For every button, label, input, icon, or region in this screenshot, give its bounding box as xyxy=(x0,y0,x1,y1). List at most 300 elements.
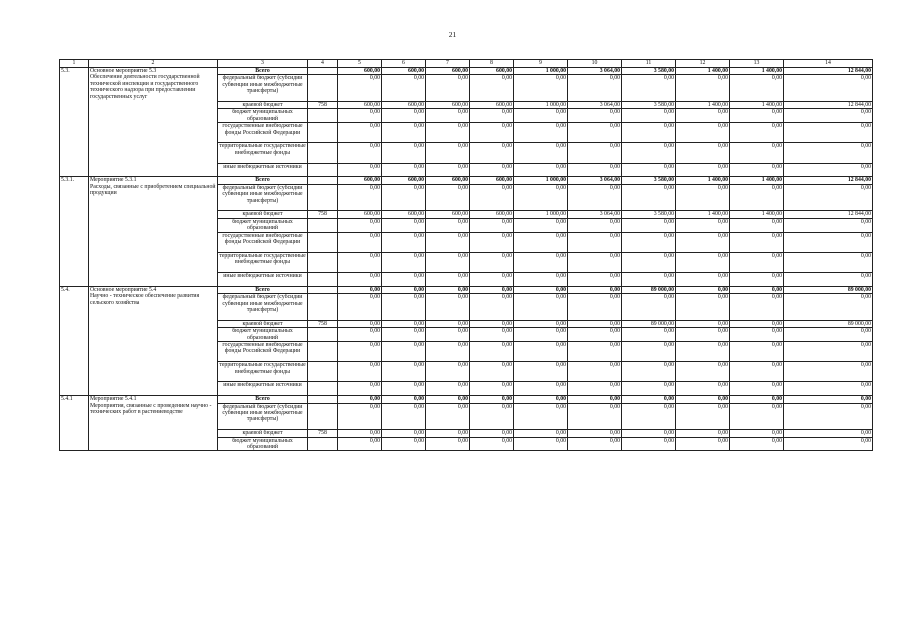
amount-cell: 0,00 xyxy=(382,163,426,177)
amount-cell: 0,00 xyxy=(730,328,784,342)
amount-cell: 3 064,00 xyxy=(568,177,622,184)
amount-cell: 0,00 xyxy=(730,75,784,102)
amount-cell: 0,00 xyxy=(568,382,622,396)
amount-cell: 0,00 xyxy=(676,396,730,403)
amount-cell: 0,00 xyxy=(514,163,568,177)
amount-cell: 0,00 xyxy=(622,437,676,451)
amount-cell: 0,00 xyxy=(784,143,873,163)
funding-source: федеральный бюджет (субсидии субвенции иные межбюджетные трансферты) xyxy=(218,294,308,321)
amount-cell: 0,00 xyxy=(568,362,622,382)
amount-cell: 0,00 xyxy=(784,328,873,342)
grbs-code xyxy=(308,252,338,272)
amount-cell: 12 844,00 xyxy=(784,68,873,75)
amount-cell: 0,00 xyxy=(470,286,514,293)
amount-cell: 0,00 xyxy=(470,396,514,403)
funding-source: бюджет муниципальных образований xyxy=(218,437,308,451)
amount-cell: 0,00 xyxy=(568,218,622,232)
amount-cell: 600,00 xyxy=(382,102,426,109)
grbs-code xyxy=(308,218,338,232)
amount-cell: 0,00 xyxy=(568,163,622,177)
amount-cell: 0,00 xyxy=(338,320,382,327)
amount-cell: 0,00 xyxy=(568,75,622,102)
grbs-code xyxy=(308,286,338,293)
amount-cell: 0,00 xyxy=(338,123,382,143)
amount-cell: 0,00 xyxy=(514,382,568,396)
item-name-cell xyxy=(89,68,218,177)
amount-cell: 0,00 xyxy=(730,396,784,403)
grbs-code xyxy=(308,163,338,177)
grbs-code xyxy=(308,143,338,163)
amount-cell: 0,00 xyxy=(426,272,470,286)
amount-cell: 0,00 xyxy=(514,437,568,451)
amount-cell: 0,00 xyxy=(470,328,514,342)
funding-source: Всего xyxy=(218,396,308,403)
amount-cell: 0,00 xyxy=(622,163,676,177)
amount-cell: 89 000,00 xyxy=(784,320,873,327)
amount-cell: 0,00 xyxy=(622,403,676,430)
amount-cell: 0,00 xyxy=(622,109,676,123)
amount-cell: 600,00 xyxy=(470,177,514,184)
column-number: 5 xyxy=(338,60,382,68)
amount-cell: 0,00 xyxy=(382,294,426,321)
amount-cell: 0,00 xyxy=(470,320,514,327)
amount-cell: 0,00 xyxy=(514,143,568,163)
amount-cell: 0,00 xyxy=(426,403,470,430)
amount-cell: 600,00 xyxy=(338,211,382,218)
amount-cell: 0,00 xyxy=(676,109,730,123)
amount-cell: 0,00 xyxy=(382,123,426,143)
amount-cell: 3 580,00 xyxy=(622,102,676,109)
amount-cell: 0,00 xyxy=(338,342,382,362)
amount-cell: 0,00 xyxy=(622,184,676,211)
amount-cell: 0,00 xyxy=(382,109,426,123)
amount-cell: 0,00 xyxy=(426,286,470,293)
amount-cell: 0,00 xyxy=(426,396,470,403)
amount-cell: 0,00 xyxy=(470,294,514,321)
amount-cell: 600,00 xyxy=(338,68,382,75)
grbs-code xyxy=(308,123,338,143)
amount-cell: 0,00 xyxy=(338,75,382,102)
amount-cell: 0,00 xyxy=(568,430,622,437)
amount-cell: 0,00 xyxy=(676,320,730,327)
amount-cell: 0,00 xyxy=(622,218,676,232)
amount-cell: 0,00 xyxy=(338,163,382,177)
amount-cell: 0,00 xyxy=(676,382,730,396)
amount-cell: 0,00 xyxy=(338,328,382,342)
amount-cell: 0,00 xyxy=(730,342,784,362)
item-title: Мероприятие 5.4.1 xyxy=(90,396,137,403)
amount-cell: 0,00 xyxy=(676,294,730,321)
budget-row-total xyxy=(60,286,873,293)
amount-cell: 0,00 xyxy=(382,272,426,286)
amount-cell: 3 064,00 xyxy=(568,211,622,218)
item-title: Мероприятие 5.3.1 xyxy=(90,177,137,184)
funding-source: территориальные государственные внебюджетные фонды xyxy=(218,252,308,272)
amount-cell: 0,00 xyxy=(676,403,730,430)
amount-cell: 0,00 xyxy=(338,218,382,232)
amount-cell: 0,00 xyxy=(338,252,382,272)
amount-cell: 600,00 xyxy=(382,68,426,75)
amount-cell: 0,00 xyxy=(676,163,730,177)
grbs-code: 758 xyxy=(308,320,338,327)
amount-cell: 0,00 xyxy=(568,320,622,327)
amount-cell: 0,00 xyxy=(426,430,470,437)
amount-cell: 0,00 xyxy=(426,382,470,396)
amount-cell: 89 000,00 xyxy=(622,286,676,293)
amount-cell: 0,00 xyxy=(470,184,514,211)
amount-cell: 0,00 xyxy=(514,294,568,321)
amount-cell: 0,00 xyxy=(784,396,873,403)
amount-cell: 0,00 xyxy=(676,123,730,143)
amount-cell: 0,00 xyxy=(338,403,382,430)
amount-cell: 0,00 xyxy=(338,109,382,123)
grbs-code xyxy=(308,75,338,102)
amount-cell: 0,00 xyxy=(514,123,568,143)
amount-cell: 0,00 xyxy=(676,252,730,272)
amount-cell: 0,00 xyxy=(382,403,426,430)
amount-cell: 0,00 xyxy=(568,123,622,143)
amount-cell: 0,00 xyxy=(676,437,730,451)
amount-cell: 0,00 xyxy=(470,109,514,123)
amount-cell: 0,00 xyxy=(730,272,784,286)
amount-cell: 0,00 xyxy=(470,403,514,430)
amount-cell: 0,00 xyxy=(382,218,426,232)
funding-source: федеральный бюджет (субсидии субвенции иные межбюджетные трансферты) xyxy=(218,75,308,102)
amount-cell: 0,00 xyxy=(784,342,873,362)
amount-cell: 0,00 xyxy=(784,362,873,382)
item-description: Мероприятия, связанные с проведением научно - технических работ в растениеводстве xyxy=(90,402,212,415)
item-description: Научно - техническое обеспечение развития сельского хозяйства xyxy=(90,293,200,306)
amount-cell: 0,00 xyxy=(338,286,382,293)
amount-cell: 0,00 xyxy=(514,403,568,430)
amount-cell: 1 000,00 xyxy=(514,211,568,218)
page-number: 21 xyxy=(448,30,457,39)
amount-cell: 0,00 xyxy=(784,430,873,437)
amount-cell: 0,00 xyxy=(382,286,426,293)
amount-cell: 0,00 xyxy=(676,272,730,286)
amount-cell: 600,00 xyxy=(338,177,382,184)
amount-cell: 0,00 xyxy=(338,396,382,403)
amount-cell: 0,00 xyxy=(622,342,676,362)
amount-cell: 0,00 xyxy=(730,382,784,396)
grbs-code xyxy=(308,362,338,382)
amount-cell: 0,00 xyxy=(426,320,470,327)
amount-cell: 0,00 xyxy=(382,382,426,396)
amount-cell: 600,00 xyxy=(382,177,426,184)
grbs-code xyxy=(308,328,338,342)
amount-cell: 0,00 xyxy=(676,430,730,437)
funding-source: территориальные государственные внебюджетные фонды xyxy=(218,362,308,382)
amount-cell: 0,00 xyxy=(784,163,873,177)
column-number: 10 xyxy=(568,60,622,68)
amount-cell: 0,00 xyxy=(382,232,426,252)
amount-cell: 0,00 xyxy=(730,143,784,163)
grbs-code xyxy=(308,232,338,252)
amount-cell: 0,00 xyxy=(426,328,470,342)
amount-cell: 0,00 xyxy=(470,362,514,382)
amount-cell: 0,00 xyxy=(676,75,730,102)
amount-cell: 0,00 xyxy=(382,437,426,451)
amount-cell: 0,00 xyxy=(676,184,730,211)
column-number: 1 xyxy=(60,60,89,68)
funding-source: бюджет муниципальных образований xyxy=(218,328,308,342)
amount-cell: 0,00 xyxy=(784,294,873,321)
amount-cell: 0,00 xyxy=(338,362,382,382)
amount-cell: 0,00 xyxy=(730,109,784,123)
funding-source: иные внебюджетные источники xyxy=(218,272,308,286)
budget-row-total xyxy=(60,396,873,403)
amount-cell: 0,00 xyxy=(676,362,730,382)
amount-cell: 0,00 xyxy=(676,286,730,293)
amount-cell: 1 400,00 xyxy=(676,211,730,218)
amount-cell: 0,00 xyxy=(382,143,426,163)
amount-cell: 0,00 xyxy=(382,342,426,362)
amount-cell: 0,00 xyxy=(514,362,568,382)
amount-cell: 0,00 xyxy=(426,362,470,382)
amount-cell: 0,00 xyxy=(514,342,568,362)
amount-cell: 12 844,00 xyxy=(784,177,873,184)
column-number: 13 xyxy=(730,60,784,68)
funding-source: федеральный бюджет (субсидии субвенции иные межбюджетные трансферты) xyxy=(218,184,308,211)
amount-cell: 0,00 xyxy=(470,75,514,102)
item-description: Обеспечение деятельности государственной технической инспекции и государственного технического надзора при предоставлении государственных услуг xyxy=(90,74,200,100)
amount-cell: 0,00 xyxy=(470,252,514,272)
amount-cell: 0,00 xyxy=(784,252,873,272)
amount-cell: 89 000,00 xyxy=(784,286,873,293)
amount-cell: 3 064,00 xyxy=(568,68,622,75)
amount-cell: 0,00 xyxy=(676,232,730,252)
amount-cell: 1 400,00 xyxy=(676,68,730,75)
amount-cell: 0,00 xyxy=(426,143,470,163)
amount-cell: 0,00 xyxy=(338,232,382,252)
amount-cell: 0,00 xyxy=(784,272,873,286)
amount-cell: 1 000,00 xyxy=(514,68,568,75)
amount-cell: 0,00 xyxy=(470,218,514,232)
amount-cell: 0,00 xyxy=(676,342,730,362)
item-description: Расходы, связанные с приобретением специальной продукции xyxy=(90,183,216,197)
column-number: 9 xyxy=(514,60,568,68)
amount-cell: 0,00 xyxy=(382,328,426,342)
amount-cell: 0,00 xyxy=(784,232,873,252)
amount-cell: 0,00 xyxy=(470,272,514,286)
item-name-cell xyxy=(89,286,218,395)
amount-cell: 0,00 xyxy=(470,143,514,163)
amount-cell: 0,00 xyxy=(784,75,873,102)
amount-cell: 0,00 xyxy=(470,342,514,362)
grbs-code xyxy=(308,272,338,286)
amount-cell: 1 400,00 xyxy=(730,102,784,109)
amount-cell: 0,00 xyxy=(622,294,676,321)
column-number-header xyxy=(60,60,873,68)
amount-cell: 0,00 xyxy=(514,75,568,102)
item-title: Основное мероприятие 5.4 xyxy=(90,286,157,293)
column-number: 11 xyxy=(622,60,676,68)
amount-cell: 0,00 xyxy=(426,218,470,232)
amount-cell: 0,00 xyxy=(568,403,622,430)
amount-cell: 0,00 xyxy=(622,123,676,143)
amount-cell: 0,00 xyxy=(426,184,470,211)
amount-cell: 0,00 xyxy=(568,143,622,163)
amount-cell: 0,00 xyxy=(568,294,622,321)
amount-cell: 0,00 xyxy=(338,430,382,437)
funding-source: Всего xyxy=(218,68,308,75)
column-number: 12 xyxy=(676,60,730,68)
amount-cell: 1 400,00 xyxy=(730,211,784,218)
amount-cell: 600,00 xyxy=(426,68,470,75)
grbs-code xyxy=(308,382,338,396)
amount-cell: 0,00 xyxy=(568,342,622,362)
amount-cell: 0,00 xyxy=(338,382,382,396)
amount-cell: 0,00 xyxy=(622,143,676,163)
amount-cell: 0,00 xyxy=(622,252,676,272)
amount-cell: 0,00 xyxy=(338,294,382,321)
amount-cell: 0,00 xyxy=(338,143,382,163)
amount-cell: 0,00 xyxy=(730,123,784,143)
item-code: 5.4. xyxy=(60,286,89,395)
grbs-code: 758 xyxy=(308,430,338,437)
amount-cell: 0,00 xyxy=(470,430,514,437)
funding-source: бюджет муниципальных образований xyxy=(218,109,308,123)
amount-cell: 1 000,00 xyxy=(514,102,568,109)
grbs-code xyxy=(308,342,338,362)
amount-cell: 0,00 xyxy=(568,184,622,211)
amount-cell: 600,00 xyxy=(382,211,426,218)
amount-cell: 0,00 xyxy=(426,294,470,321)
amount-cell: 0,00 xyxy=(676,143,730,163)
column-number: 6 xyxy=(382,60,426,68)
amount-cell: 0,00 xyxy=(784,437,873,451)
amount-cell: 0,00 xyxy=(382,320,426,327)
amount-cell: 600,00 xyxy=(470,68,514,75)
funding-source: Всего xyxy=(218,286,308,293)
column-number: 14 xyxy=(784,60,873,68)
amount-cell: 0,00 xyxy=(784,123,873,143)
amount-cell: 12 844,00 xyxy=(784,211,873,218)
amount-cell: 0,00 xyxy=(568,437,622,451)
amount-cell: 0,00 xyxy=(730,320,784,327)
amount-cell: 0,00 xyxy=(426,163,470,177)
column-number: 7 xyxy=(426,60,470,68)
item-code: 5.3.1. xyxy=(60,177,89,286)
amount-cell: 0,00 xyxy=(338,272,382,286)
amount-cell: 0,00 xyxy=(730,163,784,177)
amount-cell: 0,00 xyxy=(730,430,784,437)
column-number: 4 xyxy=(308,60,338,68)
item-title: Основное мероприятие 5.3 xyxy=(90,68,157,74)
grbs-code: 758 xyxy=(308,211,338,218)
amount-cell: 0,00 xyxy=(730,252,784,272)
amount-cell: 0,00 xyxy=(730,218,784,232)
amount-cell: 0,00 xyxy=(514,286,568,293)
amount-cell: 0,00 xyxy=(470,123,514,143)
amount-cell: 600,00 xyxy=(470,211,514,218)
funding-source: краевой бюджет xyxy=(218,320,308,327)
amount-cell: 89 000,00 xyxy=(622,320,676,327)
amount-cell: 0,00 xyxy=(730,286,784,293)
amount-cell: 1 000,00 xyxy=(514,177,568,184)
amount-cell: 0,00 xyxy=(568,272,622,286)
amount-cell: 0,00 xyxy=(426,342,470,362)
amount-cell: 600,00 xyxy=(338,102,382,109)
grbs-code xyxy=(308,68,338,75)
item-name-cell xyxy=(89,396,218,451)
grbs-code xyxy=(308,396,338,403)
amount-cell: 0,00 xyxy=(382,430,426,437)
amount-cell: 0,00 xyxy=(568,396,622,403)
amount-cell: 0,00 xyxy=(784,109,873,123)
amount-cell: 0,00 xyxy=(426,109,470,123)
funding-source: государственные внебюджетные фонды Российской Федерации xyxy=(218,232,308,252)
item-code: 5.4.1 xyxy=(60,396,89,451)
amount-cell: 600,00 xyxy=(426,211,470,218)
amount-cell: 0,00 xyxy=(568,286,622,293)
item-code: 5.3. xyxy=(60,68,89,177)
amount-cell: 0,00 xyxy=(622,75,676,102)
amount-cell: 3 580,00 xyxy=(622,211,676,218)
column-number: 8 xyxy=(470,60,514,68)
amount-cell: 0,00 xyxy=(470,163,514,177)
amount-cell: 0,00 xyxy=(514,396,568,403)
funding-source: иные внебюджетные источники xyxy=(218,163,308,177)
amount-cell: 0,00 xyxy=(470,382,514,396)
funding-source: территориальные государственные внебюджетные фонды xyxy=(218,143,308,163)
amount-cell: 0,00 xyxy=(470,437,514,451)
amount-cell: 0,00 xyxy=(426,252,470,272)
amount-cell: 0,00 xyxy=(426,437,470,451)
amount-cell: 0,00 xyxy=(730,232,784,252)
amount-cell: 0,00 xyxy=(730,362,784,382)
funding-source: краевой бюджет xyxy=(218,430,308,437)
amount-cell: 12 844,00 xyxy=(784,102,873,109)
funding-source: государственные внебюджетные фонды Российской Федерации xyxy=(218,123,308,143)
amount-cell: 0,00 xyxy=(784,184,873,211)
amount-cell: 1 400,00 xyxy=(730,68,784,75)
amount-cell: 0,00 xyxy=(622,382,676,396)
amount-cell: 0,00 xyxy=(514,272,568,286)
amount-cell: 0,00 xyxy=(382,252,426,272)
amount-cell: 0,00 xyxy=(676,218,730,232)
amount-cell: 0,00 xyxy=(514,252,568,272)
amount-cell: 0,00 xyxy=(730,184,784,211)
grbs-code xyxy=(308,403,338,430)
amount-cell: 0,00 xyxy=(730,294,784,321)
amount-cell: 0,00 xyxy=(676,328,730,342)
amount-cell: 0,00 xyxy=(622,232,676,252)
amount-cell: 0,00 xyxy=(622,272,676,286)
amount-cell: 0,00 xyxy=(382,362,426,382)
amount-cell: 600,00 xyxy=(426,102,470,109)
grbs-code xyxy=(308,294,338,321)
amount-cell: 3 064,00 xyxy=(568,102,622,109)
budget-table xyxy=(59,59,873,451)
amount-cell: 1 400,00 xyxy=(676,102,730,109)
amount-cell: 0,00 xyxy=(426,123,470,143)
amount-cell: 0,00 xyxy=(514,328,568,342)
amount-cell: 3 580,00 xyxy=(622,68,676,75)
item-name-cell xyxy=(89,177,218,286)
column-number: 3 xyxy=(218,60,308,68)
column-number: 2 xyxy=(89,60,218,68)
amount-cell: 0,00 xyxy=(426,75,470,102)
amount-cell: 600,00 xyxy=(470,102,514,109)
funding-source: иные внебюджетные источники xyxy=(218,382,308,396)
amount-cell: 1 400,00 xyxy=(730,177,784,184)
grbs-code xyxy=(308,177,338,184)
funding-source: краевой бюджет xyxy=(218,211,308,218)
amount-cell: 0,00 xyxy=(784,218,873,232)
amount-cell: 0,00 xyxy=(514,232,568,252)
budget-row-total xyxy=(60,177,873,184)
